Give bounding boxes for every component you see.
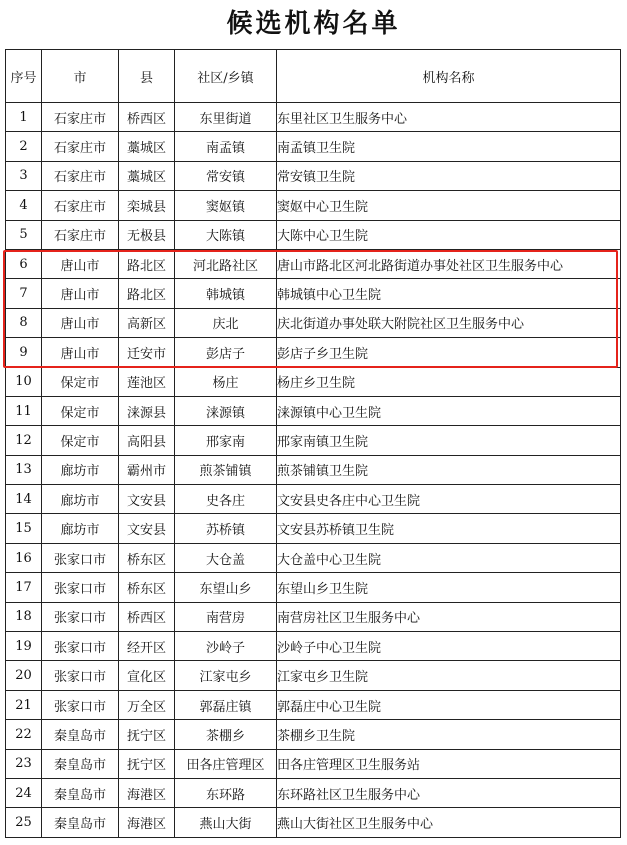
cell-city: 唐山市	[42, 308, 119, 337]
cell-city: 唐山市	[42, 279, 119, 308]
cell-county: 抚宁区	[119, 720, 175, 749]
cell-community-town: 田各庄管理区	[175, 749, 277, 778]
table-row	[6, 749, 621, 778]
cell-city: 廊坊市	[42, 514, 119, 543]
cell-index: 3	[6, 161, 42, 190]
cell-community-town: 涞源镇	[175, 396, 277, 425]
cell-institution-name: 文安县苏桥镇卫生院	[277, 514, 621, 543]
cell-community-town: 江家屯乡	[175, 661, 277, 690]
cell-index: 5	[6, 220, 42, 249]
cell-institution-name: 郭磊庄中心卫生院	[277, 690, 621, 719]
cell-city: 张家口市	[42, 632, 119, 661]
table-row	[6, 220, 621, 249]
cell-county: 桥西区	[119, 103, 175, 132]
table-row	[6, 485, 621, 514]
cell-city: 石家庄市	[42, 132, 119, 161]
cell-index: 18	[6, 602, 42, 631]
table-row	[6, 720, 621, 749]
cell-institution-name: 南营房社区卫生服务中心	[277, 602, 621, 631]
cell-county: 宣化区	[119, 661, 175, 690]
cell-county: 路北区	[119, 279, 175, 308]
header-county: 县	[119, 50, 175, 103]
cell-city: 秦皇岛市	[42, 720, 119, 749]
cell-institution-name: 大陈中心卫生院	[277, 220, 621, 249]
cell-county: 文安县	[119, 485, 175, 514]
table-row	[6, 191, 621, 220]
cell-county: 万全区	[119, 690, 175, 719]
cell-community-town: 史各庄	[175, 485, 277, 514]
cell-institution-name: 茶棚乡卫生院	[277, 720, 621, 749]
page-title: 候选机构名单	[226, 9, 401, 39]
cell-institution-name: 大仓盖中心卫生院	[277, 543, 621, 572]
cell-county: 高阳县	[119, 426, 175, 455]
cell-institution-name: 田各庄管理区卫生服务站	[277, 749, 621, 778]
cell-city: 石家庄市	[42, 191, 119, 220]
cell-index: 14	[6, 485, 42, 514]
cell-index: 11	[6, 396, 42, 425]
cell-city: 保定市	[42, 367, 119, 396]
table-row	[6, 367, 621, 396]
cell-institution-name: 常安镇卫生院	[277, 161, 621, 190]
header-community-town: 社区/乡镇	[175, 50, 277, 103]
cell-institution-name: 彭店子乡卫生院	[277, 338, 621, 367]
cell-institution-name: 唐山市路北区河北路街道办事处社区卫生服务中心	[277, 249, 621, 278]
table-row	[6, 573, 621, 602]
cell-index: 6	[6, 249, 42, 278]
table-row	[6, 308, 621, 337]
cell-index: 16	[6, 543, 42, 572]
cell-city: 秦皇岛市	[42, 749, 119, 778]
cell-index: 12	[6, 426, 42, 455]
cell-index: 8	[6, 308, 42, 337]
cell-institution-name: 窦妪中心卫生院	[277, 191, 621, 220]
cell-institution-name: 煎茶铺镇卫生院	[277, 455, 621, 484]
table-header-row	[6, 50, 621, 103]
cell-index: 9	[6, 338, 42, 367]
table-row	[6, 778, 621, 807]
cell-community-town: 郭磊庄镇	[175, 690, 277, 719]
cell-index: 2	[6, 132, 42, 161]
cell-institution-name: 文安县史各庄中心卫生院	[277, 485, 621, 514]
cell-community-town: 沙岭子	[175, 632, 277, 661]
header-institution-name: 机构名称	[277, 50, 621, 103]
table-row	[6, 690, 621, 719]
cell-community-town: 茶棚乡	[175, 720, 277, 749]
table-row	[6, 279, 621, 308]
cell-county: 迁安市	[119, 338, 175, 367]
cell-county: 路北区	[119, 249, 175, 278]
table-row	[6, 543, 621, 572]
cell-index: 7	[6, 279, 42, 308]
cell-city: 廊坊市	[42, 485, 119, 514]
cell-community-town: 彭店子	[175, 338, 277, 367]
cell-community-town: 东望山乡	[175, 573, 277, 602]
cell-index: 4	[6, 191, 42, 220]
cell-county: 莲池区	[119, 367, 175, 396]
cell-city: 保定市	[42, 426, 119, 455]
cell-county: 海港区	[119, 778, 175, 807]
table-row	[6, 161, 621, 190]
cell-city: 石家庄市	[42, 161, 119, 190]
cell-county: 栾城县	[119, 191, 175, 220]
table-row	[6, 602, 621, 631]
table-row	[6, 514, 621, 543]
cell-institution-name: 南孟镇卫生院	[277, 132, 621, 161]
cell-community-town: 煎茶铺镇	[175, 455, 277, 484]
cell-county: 涞源县	[119, 396, 175, 425]
cell-institution-name: 东望山乡卫生院	[277, 573, 621, 602]
header-index: 序号	[6, 50, 42, 103]
cell-institution-name: 杨庄乡卫生院	[277, 367, 621, 396]
cell-community-town: 邢家南	[175, 426, 277, 455]
cell-index: 1	[6, 103, 42, 132]
cell-city: 唐山市	[42, 338, 119, 367]
cell-index: 15	[6, 514, 42, 543]
cell-institution-name: 邢家南镇卫生院	[277, 426, 621, 455]
cell-index: 19	[6, 632, 42, 661]
cell-community-town: 东里街道	[175, 103, 277, 132]
cell-index: 20	[6, 661, 42, 690]
cell-county: 桥东区	[119, 543, 175, 572]
cell-index: 21	[6, 690, 42, 719]
cell-city: 石家庄市	[42, 103, 119, 132]
cell-institution-name: 江家屯乡卫生院	[277, 661, 621, 690]
cell-county: 霸州市	[119, 455, 175, 484]
table-row	[6, 249, 621, 278]
candidate-institutions-table	[5, 49, 621, 838]
cell-index: 22	[6, 720, 42, 749]
cell-institution-name: 韩城镇中心卫生院	[277, 279, 621, 308]
cell-community-town: 大陈镇	[175, 220, 277, 249]
cell-institution-name: 沙岭子中心卫生院	[277, 632, 621, 661]
cell-index: 24	[6, 778, 42, 807]
cell-community-town: 河北路社区	[175, 249, 277, 278]
table-row	[6, 396, 621, 425]
cell-county: 高新区	[119, 308, 175, 337]
cell-community-town: 韩城镇	[175, 279, 277, 308]
cell-community-town: 常安镇	[175, 161, 277, 190]
cell-index: 17	[6, 573, 42, 602]
table-row	[6, 103, 621, 132]
table-row	[6, 426, 621, 455]
cell-community-town: 燕山大街	[175, 808, 277, 837]
cell-community-town: 大仓盖	[175, 543, 277, 572]
table-row	[6, 132, 621, 161]
cell-county: 桥西区	[119, 602, 175, 631]
cell-city: 廊坊市	[42, 455, 119, 484]
cell-city: 石家庄市	[42, 220, 119, 249]
cell-community-town: 苏桥镇	[175, 514, 277, 543]
cell-institution-name: 东里社区卫生服务中心	[277, 103, 621, 132]
cell-community-town: 庆北	[175, 308, 277, 337]
table-row	[6, 808, 621, 837]
cell-institution-name: 燕山大街社区卫生服务中心	[277, 808, 621, 837]
cell-county: 桥东区	[119, 573, 175, 602]
header-city: 市	[42, 50, 119, 103]
cell-city: 张家口市	[42, 690, 119, 719]
cell-institution-name: 庆北街道办事处联大附院社区卫生服务中心	[277, 308, 621, 337]
cell-index: 25	[6, 808, 42, 837]
cell-county: 藁城区	[119, 161, 175, 190]
cell-county: 抚宁区	[119, 749, 175, 778]
cell-county: 无极县	[119, 220, 175, 249]
cell-county: 经开区	[119, 632, 175, 661]
cell-city: 秦皇岛市	[42, 808, 119, 837]
cell-city: 张家口市	[42, 661, 119, 690]
cell-community-town: 窦妪镇	[175, 191, 277, 220]
cell-county: 海港区	[119, 808, 175, 837]
cell-county: 藁城区	[119, 132, 175, 161]
cell-city: 张家口市	[42, 543, 119, 572]
cell-institution-name: 涞源镇中心卫生院	[277, 396, 621, 425]
table-row	[6, 632, 621, 661]
table-row	[6, 338, 621, 367]
table-row	[6, 455, 621, 484]
cell-city: 张家口市	[42, 602, 119, 631]
cell-city: 保定市	[42, 396, 119, 425]
cell-community-town: 东环路	[175, 778, 277, 807]
cell-institution-name: 东环路社区卫生服务中心	[277, 778, 621, 807]
cell-community-town: 杨庄	[175, 367, 277, 396]
cell-community-town: 南孟镇	[175, 132, 277, 161]
cell-city: 张家口市	[42, 573, 119, 602]
cell-city: 唐山市	[42, 249, 119, 278]
cell-index: 23	[6, 749, 42, 778]
cell-index: 10	[6, 367, 42, 396]
cell-city: 秦皇岛市	[42, 778, 119, 807]
table-row	[6, 661, 621, 690]
cell-county: 文安县	[119, 514, 175, 543]
cell-community-town: 南营房	[175, 602, 277, 631]
cell-index: 13	[6, 455, 42, 484]
